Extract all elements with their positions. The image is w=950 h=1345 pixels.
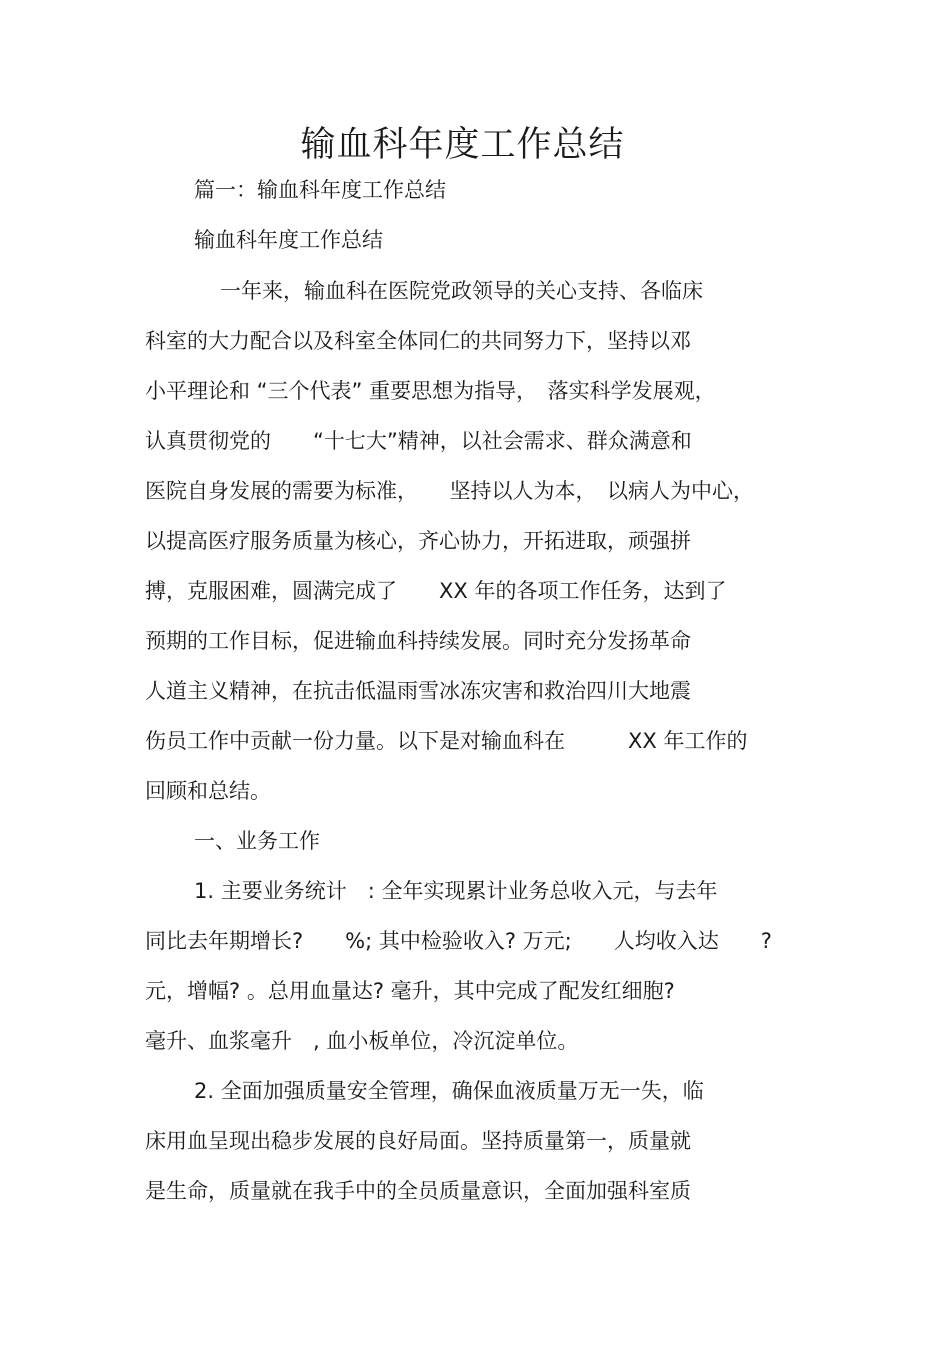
paragraph-line: 一年来，输血科在医院党政领导的关心支持、各临床 bbox=[220, 279, 703, 303]
paragraph-line: 元，增幅? 。总用血量达? 毫升，其中完成了配发红细胞? bbox=[145, 979, 675, 1003]
paragraph-line: 科室的大力配合以及科室全体同仁的共同努力下，坚持以邓 bbox=[145, 329, 691, 353]
paragraph-line: 回顾和总结。 bbox=[145, 779, 271, 803]
paragraph-line: 伤员工作中贡献一份力量。以下是对输血科在 XX 年工作的 bbox=[145, 729, 748, 753]
section-1-heading: 一、业务工作 bbox=[194, 829, 320, 853]
document-subtitle: 篇一：输血科年度工作总结 bbox=[194, 178, 446, 202]
paragraph-line: 毫升、血浆毫升 , 血小板单位，冷沉淀单位。 bbox=[145, 1029, 579, 1053]
paragraph-line: 医院自身发展的需要为标准， 坚持以人为本， 以病人为中心， bbox=[145, 479, 754, 503]
paragraph-line: 认真贯彻党的 “十七大”精神，以社会需求、群众满意和 bbox=[145, 429, 692, 453]
document-title: 输血科年度工作总结 bbox=[300, 125, 625, 165]
paragraph-line: 床用血呈现出稳步发展的良好局面。坚持质量第一，质量就 bbox=[145, 1129, 691, 1153]
paragraph-line: 1. 主要业务统计 : 全年实现累计业务总收入元，与去年 bbox=[194, 879, 718, 903]
paragraph-line: 以提高医疗服务质量为核心，齐心协力，开拓进取，顽强拼 bbox=[145, 529, 691, 553]
section-heading: 输血科年度工作总结 bbox=[194, 228, 383, 252]
paragraph-line: 人道主义精神，在抗击低温雨雪冰冻灾害和救治四川大地震 bbox=[145, 679, 691, 703]
paragraph-line: 搏，克服困难，圆满完成了 XX 年的各项工作任务，达到了 bbox=[145, 579, 727, 603]
paragraph-line: 2. 全面加强质量安全管理，确保血液质量万无一失，临 bbox=[194, 1079, 704, 1103]
paragraph-line: 同比去年期增长? %; 其中检验收入? 万元; 人均收入达 ? bbox=[145, 929, 772, 953]
paragraph-line: 预期的工作目标，促进输血科持续发展。同时充分发扬革命 bbox=[145, 629, 691, 653]
paragraph-line: 小平理论和 “三个代表” 重要思想为指导， 落实科学发展观， bbox=[145, 379, 716, 403]
paragraph-line: 是生命，质量就在我手中的全员质量意识，全面加强科室质 bbox=[145, 1179, 691, 1203]
